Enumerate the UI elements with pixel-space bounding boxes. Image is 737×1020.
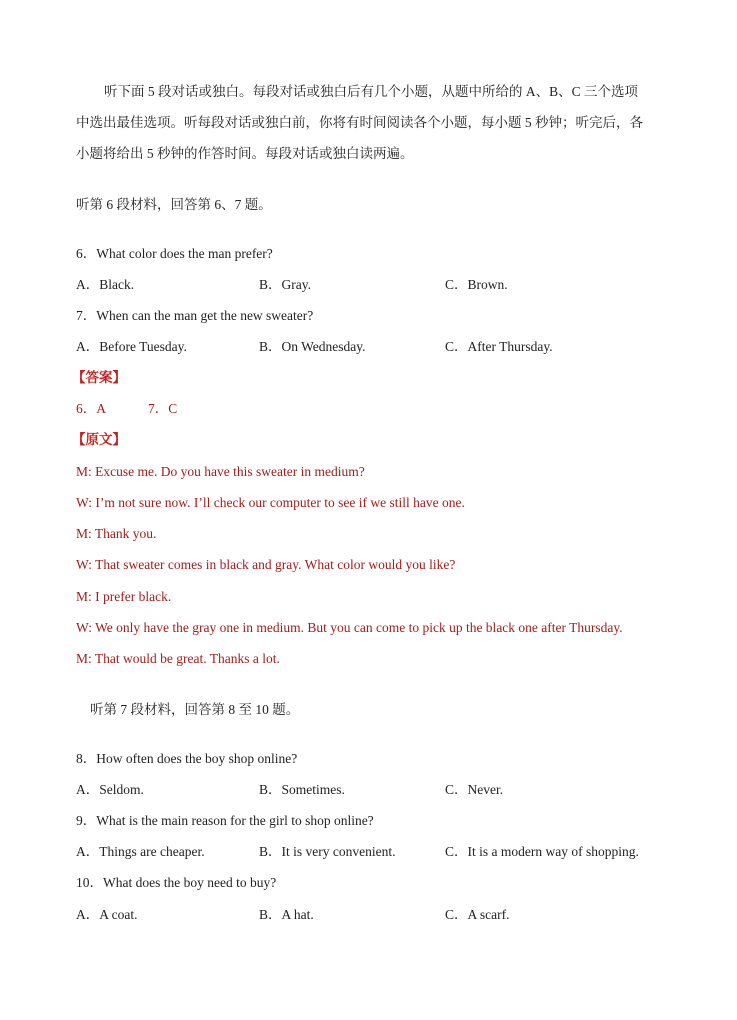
intro-line-3: 小题将给出 5 秒钟的作答时间。每段对话或独白读两遍。 [76, 146, 414, 161]
answer-7: 7．C [148, 401, 178, 416]
q10-option-a: A．A coat. [76, 907, 138, 922]
section6-heading: 听第 6 段材料，回答第 6、7 题。 [76, 197, 272, 212]
answer-label: 【答案】 [72, 370, 126, 385]
section7-heading: 听第 7 段材料，回答第 8 至 10 题。 [90, 702, 300, 717]
question-8: 8．How often does the boy shop online? [76, 751, 298, 766]
q9-option-c: C．It is a modern way of shopping. [445, 844, 639, 859]
q6-option-c: C．Brown. [445, 277, 508, 292]
transcript-line: M: I prefer black. [76, 589, 172, 604]
answer-6: 6．A [76, 401, 106, 416]
question-10: 10．What does the boy need to buy? [76, 875, 277, 890]
intro-line-1: 听下面 5 段对话或独白。每段对话或独白后有几个小题，从题中所给的 A、B、C 三个选项 [104, 84, 639, 99]
q6-option-a: A．Black. [76, 277, 135, 292]
q10-option-b: B．A hat. [259, 907, 314, 922]
q9-option-b: B．It is very convenient. [259, 844, 396, 859]
q7-option-c: C．After Thursday. [445, 339, 553, 354]
q9-option-a: A．Things are cheaper. [76, 844, 205, 859]
transcript-line: W: That sweater comes in black and gray. What color would you like? [76, 557, 456, 572]
transcript-line: M: That would be great. Thanks a lot. [76, 651, 280, 666]
q8-option-b: B．Sometimes. [259, 782, 345, 797]
q7-option-a: A．Before Tuesday. [76, 339, 187, 354]
q8-option-c: C．Never. [445, 782, 504, 797]
question-6: 6．What color does the man prefer? [76, 246, 273, 261]
q6-option-b: B．Gray. [259, 277, 311, 292]
q7-option-b: B．On Wednesday. [259, 339, 366, 354]
transcript-line: M: Excuse me. Do you have this sweater in medium? [76, 464, 365, 479]
q10-option-c: C．A scarf. [445, 907, 510, 922]
transcript-line: M: Thank you. [76, 526, 157, 541]
transcript-line: W: We only have the gray one in medium. But you can come to pick up the black one after Thursday. [76, 620, 623, 635]
transcript-line: W: I’m not sure now. I’ll check our computer to see if we still have one. [76, 495, 465, 510]
question-9: 9．What is the main reason for the girl to shop online? [76, 813, 374, 828]
question-7: 7．When can the man get the new sweater? [76, 308, 314, 323]
transcript-label: 【原文】 [72, 432, 126, 447]
intro-line-2: 中选出最佳选项。听每段对话或独白前，你将有时间阅读各个小题，每小题 5 秒钟；听完后，各 [76, 115, 643, 130]
q8-option-a: A．Seldom. [76, 782, 144, 797]
